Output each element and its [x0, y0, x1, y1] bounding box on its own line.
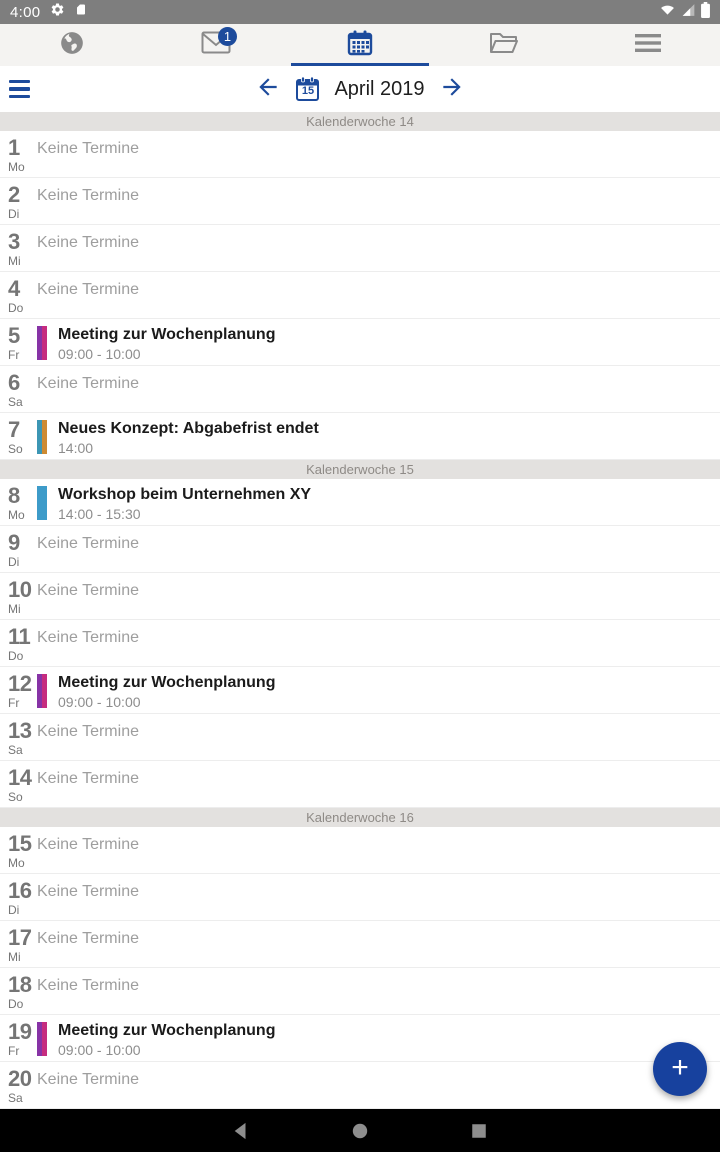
day-weekday: Di [8, 903, 20, 917]
day-number: 13 [8, 718, 32, 743]
day-cell-left [0, 667, 37, 713]
no-events-label: Keine Termine [37, 375, 139, 392]
day-content [37, 874, 720, 920]
toolbar [0, 66, 720, 112]
tab-mail[interactable] [144, 24, 288, 66]
home-icon[interactable] [350, 1121, 370, 1141]
day-row[interactable] [0, 526, 720, 573]
event-time: 09:00 - 10:00 [58, 1042, 141, 1058]
event-item[interactable] [37, 674, 720, 710]
day-content [37, 366, 720, 412]
event-color-bar [37, 326, 47, 360]
day-number: 16 [8, 878, 32, 903]
event-title: Neues Konzept: Abgabefrist endet [58, 420, 319, 437]
event-text [58, 1022, 275, 1058]
day-row[interactable] [0, 827, 720, 874]
signal-icon [681, 3, 696, 22]
event-color-bar [37, 674, 47, 708]
mail-unread-badge: 1 [218, 27, 237, 46]
event-item[interactable] [37, 326, 720, 362]
event-item[interactable] [37, 1022, 720, 1058]
next-month-button[interactable] [439, 74, 465, 105]
day-cell-left [0, 827, 37, 873]
day-row[interactable] [0, 573, 720, 620]
event-title: Meeting zur Wochenplanung [58, 1022, 276, 1039]
day-content [37, 667, 720, 713]
tab-browser[interactable] [0, 24, 144, 66]
day-cell-left [0, 225, 37, 271]
no-events-label: Keine Termine [37, 187, 139, 204]
day-content [37, 714, 720, 760]
day-row[interactable] [0, 1015, 720, 1062]
no-events-label: Keine Termine [37, 234, 139, 251]
event-color-bar [37, 420, 47, 454]
day-content [37, 413, 720, 459]
tab-files[interactable] [432, 24, 576, 66]
event-color-bar [37, 486, 47, 520]
day-content [37, 761, 720, 807]
day-number: 14 [8, 765, 32, 790]
mini-calendar-day: 15 [301, 85, 315, 97]
day-cell-left [0, 319, 37, 365]
day-content [37, 620, 720, 666]
day-cell-left [0, 761, 37, 807]
day-content [37, 968, 720, 1014]
no-events-label: Keine Termine [37, 281, 139, 298]
day-row[interactable] [0, 319, 720, 366]
day-weekday: Fr [8, 1044, 20, 1058]
day-weekday: Sa [8, 395, 23, 409]
no-events-label: Keine Termine [37, 1071, 139, 1088]
week-header: Kalenderwoche 16 [0, 808, 720, 827]
plus-icon: + [671, 1050, 689, 1084]
day-row[interactable] [0, 667, 720, 714]
recents-icon[interactable] [469, 1121, 489, 1141]
day-number: 15 [8, 831, 32, 856]
day-number: 11 [8, 624, 31, 649]
day-weekday: Mo [8, 508, 25, 522]
globe-icon [59, 30, 85, 61]
battery-icon [701, 2, 710, 23]
day-content [37, 178, 720, 224]
day-cell-left [0, 874, 37, 920]
day-number: 18 [8, 972, 32, 997]
month-label: April 2019 [334, 77, 425, 100]
day-cell-left [0, 620, 37, 666]
day-row[interactable] [0, 225, 720, 272]
event-item[interactable] [37, 420, 720, 456]
prev-month-button[interactable] [255, 74, 281, 105]
no-events-label: Keine Termine [37, 977, 139, 994]
day-number: 17 [8, 925, 32, 950]
day-row[interactable] [0, 366, 720, 413]
event-time: 14:00 [58, 440, 94, 456]
day-row[interactable] [0, 272, 720, 319]
day-number: 19 [8, 1019, 32, 1044]
event-text [58, 420, 319, 456]
day-weekday: So [8, 442, 23, 456]
add-event-button[interactable] [653, 1042, 707, 1096]
drawer-menu-icon[interactable] [9, 77, 39, 101]
week-header: Kalenderwoche 15 [0, 460, 720, 479]
no-events-label: Keine Termine [37, 836, 139, 853]
event-text [58, 674, 275, 710]
tab-more[interactable] [576, 24, 720, 66]
day-content [37, 1015, 720, 1061]
day-number: 3 [8, 229, 20, 254]
android-nav-bar [0, 1109, 720, 1152]
calendar-list [0, 112, 720, 1109]
day-row[interactable] [0, 874, 720, 921]
day-cell-left [0, 1015, 37, 1061]
day-weekday: Do [8, 997, 24, 1011]
menu-icon [635, 33, 661, 58]
day-cell-left [0, 272, 37, 318]
day-content [37, 526, 720, 572]
event-title: Meeting zur Wochenplanung [58, 674, 276, 691]
event-time: 09:00 - 10:00 [58, 346, 141, 362]
day-number: 10 [8, 577, 32, 602]
day-content [37, 921, 720, 967]
day-cell-left [0, 366, 37, 412]
tab-calendar[interactable] [288, 24, 432, 66]
event-time: 14:00 - 15:30 [58, 506, 141, 522]
day-weekday: Mi [8, 254, 21, 268]
day-row[interactable] [0, 714, 720, 761]
no-events-label: Keine Termine [37, 535, 139, 552]
day-weekday: Do [8, 301, 24, 315]
day-weekday: Mi [8, 602, 21, 616]
day-number: 5 [8, 323, 20, 348]
day-weekday: Fr [8, 348, 20, 362]
event-title: Workshop beim Unternehmen XY [58, 486, 312, 503]
day-content [37, 1062, 720, 1108]
day-content [37, 225, 720, 271]
week-header: Kalenderwoche 14 [0, 112, 720, 131]
day-weekday: Fr [8, 696, 20, 710]
status-bar [0, 0, 720, 24]
day-number: 6 [8, 370, 20, 395]
no-events-label: Keine Termine [37, 930, 139, 947]
day-cell-left [0, 178, 37, 224]
day-content [37, 573, 720, 619]
day-row[interactable] [0, 413, 720, 460]
day-row[interactable] [0, 620, 720, 667]
day-number: 8 [8, 483, 20, 508]
day-weekday: Di [8, 207, 20, 221]
status-time: 4:00 [10, 3, 41, 21]
day-weekday: Sa [8, 743, 23, 757]
event-title: Meeting zur Wochenplanung [58, 326, 276, 343]
no-events-label: Keine Termine [37, 723, 139, 740]
no-events-label: Keine Termine [37, 140, 139, 157]
back-icon[interactable] [231, 1121, 251, 1141]
day-row[interactable] [0, 131, 720, 178]
day-cell-left [0, 131, 37, 177]
day-content [37, 272, 720, 318]
day-cell-left [0, 413, 37, 459]
wifi-icon [659, 3, 676, 22]
folder-icon [489, 31, 519, 60]
gear-icon [50, 2, 65, 22]
day-cell-left [0, 968, 37, 1014]
day-row[interactable] [0, 761, 720, 808]
event-text [58, 486, 311, 522]
day-number: 1 [8, 135, 20, 160]
day-weekday: Do [8, 649, 24, 663]
day-cell-left [0, 573, 37, 619]
day-row[interactable] [0, 968, 720, 1015]
goto-today-button[interactable] [295, 76, 320, 102]
day-weekday: Di [8, 555, 20, 569]
calendar-icon [346, 29, 374, 62]
event-color-bar [37, 1022, 47, 1056]
day-cell-left [0, 1062, 37, 1108]
day-row[interactable] [0, 479, 720, 526]
day-weekday: Mi [8, 950, 21, 964]
no-events-label: Keine Termine [37, 582, 139, 599]
day-weekday: So [8, 790, 23, 804]
event-text [58, 326, 275, 362]
day-number: 4 [8, 276, 20, 301]
day-number: 20 [8, 1066, 32, 1091]
day-content [37, 319, 720, 365]
no-events-label: Keine Termine [37, 883, 139, 900]
day-cell-left [0, 479, 37, 525]
day-cell-left [0, 526, 37, 572]
day-row[interactable] [0, 921, 720, 968]
day-weekday: Sa [8, 1091, 23, 1105]
day-number: 12 [8, 671, 32, 696]
event-time: 09:00 - 10:00 [58, 694, 141, 710]
day-content [37, 479, 720, 525]
day-row[interactable] [0, 178, 720, 225]
day-cell-left [0, 714, 37, 760]
no-events-label: Keine Termine [37, 629, 139, 646]
day-row[interactable] [0, 1062, 720, 1109]
day-content [37, 131, 720, 177]
sd-card-icon [75, 2, 87, 22]
day-number: 7 [8, 417, 20, 442]
day-cell-left [0, 921, 37, 967]
tab-bar [0, 24, 720, 66]
day-weekday: Mo [8, 856, 25, 870]
day-content [37, 827, 720, 873]
no-events-label: Keine Termine [37, 770, 139, 787]
day-number: 2 [8, 182, 20, 207]
day-weekday: Mo [8, 160, 25, 174]
event-item[interactable] [37, 486, 720, 522]
day-number: 9 [8, 530, 20, 555]
